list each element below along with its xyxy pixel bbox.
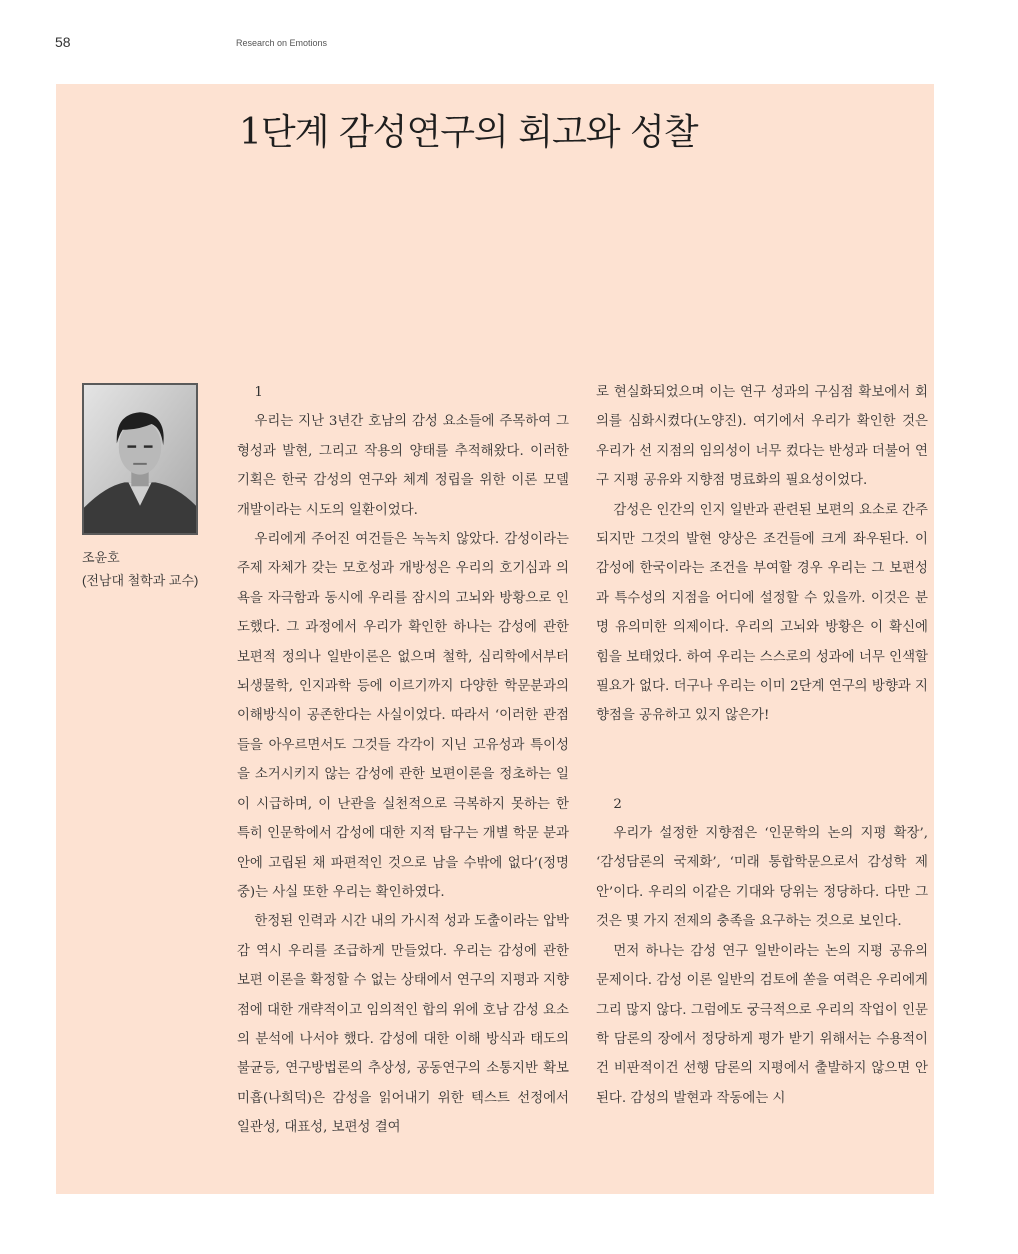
section-gap [596,731,928,790]
author-photo [82,383,198,535]
running-title: Research on Emotions [236,38,328,48]
page-number: 58 [55,34,71,50]
article-title: 1단계 감성연구의 회고와 성찰 [239,112,698,153]
body-paragraph: 우리는 지난 3년간 호남의 감성 요소들에 주목하여 그 형성과 발현, 그리고 작용의 양태를 추적해왔다. 이러한 기획은 한국 감성의 연구와 체계 정립을 위한 이론 모델 개발이라는 시도의 일환이었다. [237,414,569,518]
body-paragraph: 감성은 인간의 인지 일반과 관련된 보편의 요소로 간주되지만 그것의 발현 양상은 조건들에 크게 좌우된다. 이 감성에 한국이라는 조건을 부여할 경우 우리는 그 보편성과 특수성의 지점을 어디에 설정할 수 있을까. 이것은 분명 유의미한 의제이다. 우리의 고뇌와 방황은 이 확신에 힘을 보태었다. 하여 우리는 스스로의 성과에 너무 인색할 필요가 없다. 더구나 우리는 이미 2단계 연구의 방향과 지향점을 공유하고 있지 않은가! [596,502,928,724]
body-paragraph: 먼저 하나는 감성 연구 일반이라는 논의 지평 공유의 문제이다. 감성 이론 일반의 검토에 쏟을 여력은 우리에게 그리 많지 않다. 그럼에도 궁극적으로 우리의 작업이 인문학 담론의 장에서 정당하게 평가 받기 위해서는 수용적이건 비판적이건 선행 담론의 지평에서 출발하지 않으면 안 된다. 감성의 발현과 작동에는 시 [596,943,928,1106]
body-paragraph-continued: 로 현실화되었으며 이는 연구 성과의 구심점 확보에서 회의를 심화시켰다(노양진). 여기에서 우리가 확인한 것은 우리가 선 지점의 임의성이 너무 컸다는 반성과 더불어 연구 지평 공유와 지향점 명료화의 필요성이었다. [596,385,928,489]
section-number: 2 [613,796,622,812]
body-paragraph: 우리가 설정한 지향점은 ‘인문학의 논의 지평 확장’, ‘감성담론의 국제화’, ‘미래 통합학문으로서 감성학 제안’이다. 우리의 이같은 기대와 당위는 정당하다. 다만 그것은 몇 가지 전제의 충족을 요구하는 것으로 보인다. [596,826,929,930]
body-paragraph: 한정된 인력과 시간 내의 가시적 성과 도출이라는 압박감 역시 우리를 조급하게 만들었다. 우리는 감성에 관한 보편 이론을 확정할 수 없는 상태에서 연구의 지평과 지향점에 대한 개략적이고 임의적인 합의 위에 호남 감성 요소의 분석에 나서야 했다. 감성에 대한 이해 방식과 태도의 불균등, 연구방법론의 추상성, 공동연구의 소통지반 확보 미흡(나희덕)은 감성을 읽어내기 위한 텍스트 선정에서 일관성, 대표성, 보편성 결여 [237,914,569,1136]
author-name: 조윤호 [82,550,120,565]
left-text-column [237,378,569,1143]
right-text-column [596,378,928,1113]
body-paragraph: 우리에게 주어진 여건들은 녹녹치 않았다. 감성이라는 주제 자체가 갖는 모호성과 개방성은 우리의 호기심과 의욕을 자극함과 동시에 우리를 잠시의 고뇌와 방황으로 인도했다. 그 과정에서 우리가 확인한 하나는 감성에 관한 보편적 정의나 일반이론은 없으며 철학, 심리학에서부터 뇌생물학, 인지과학 등에 이르기까지 다양한 학문분과의 이해방식이 공존한다는 사실이었다. 따라서 ‘이러한 관점들을 아우르면서도 그것들 각각이 지닌 고유성과 특이성을 소거시키지 않는 감성에 관한 보편이론을 정초하는 일이 시급하며, 이 난관을 실천적으로 극복하지 못하는 한 특히 인문학에서 감성에 대한 지적 탐구는 개별 학문 분과 안에 고립된 채 파편적인 것으로 남을 수밖에 없다’(정명중)는 사실 또한 우리는 확인하였다. [237,532,569,900]
section-number: 1 [254,385,263,400]
author-affiliation: (전남대 철학과 교수) [82,573,199,588]
